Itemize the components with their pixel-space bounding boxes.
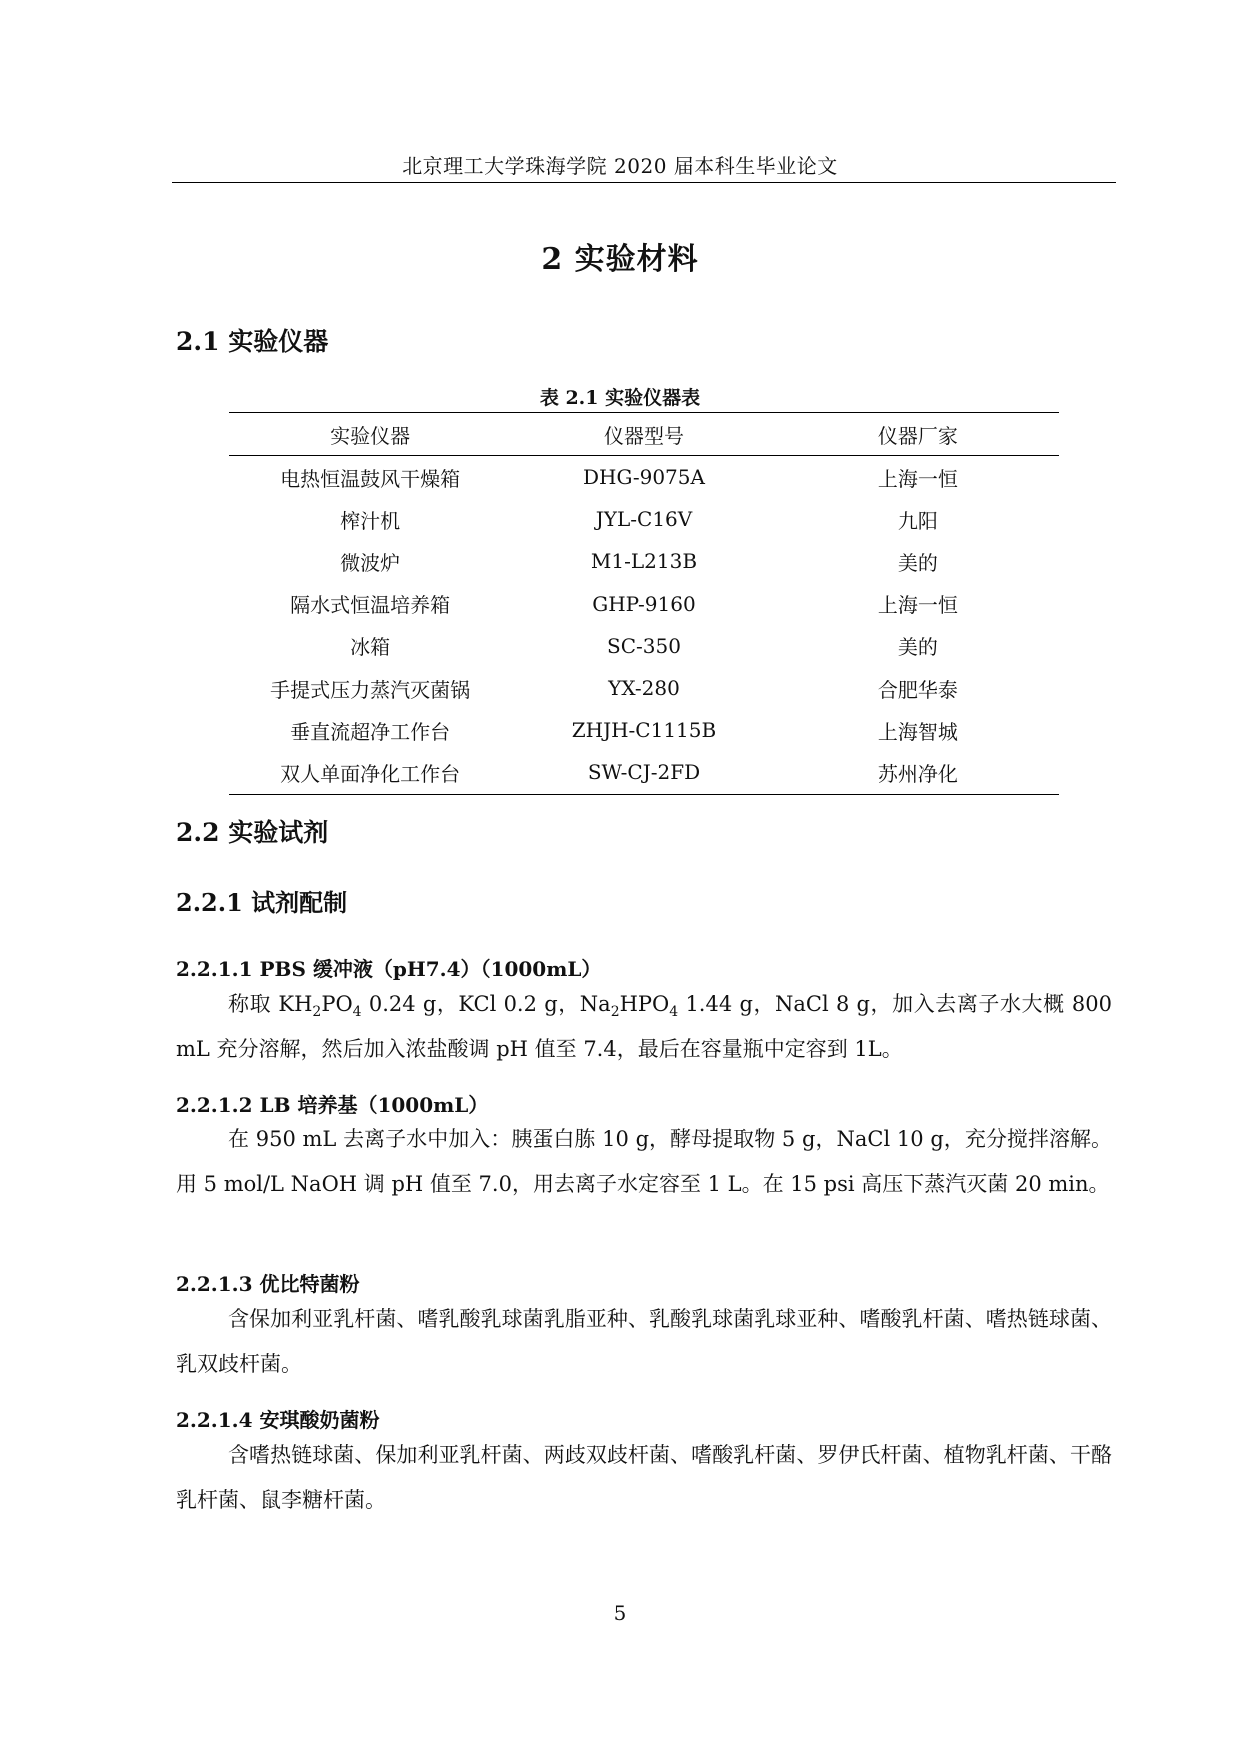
table-row [229, 498, 1059, 540]
running-header: 北京理工大学珠海学院 2020 届本科生毕业论文 [402, 154, 838, 178]
instrument-model: YX-280 [608, 676, 680, 701]
text-fragment: 1.44 g，NaCl 8 g，加入去离子水大概 800 mL 充分溶解，然后加入浓盐酸调 pH 值至 7.4，最后在容量瓶中定容到 1L。 [176, 992, 1112, 1061]
table-row [229, 456, 1059, 499]
paragraph-angel-yogurt-powder: 含嗜热链球菌、保加利亚乳杆菌、两歧双歧杆菌、嗜酸乳杆菌、罗伊氏杆菌、植物乳杆菌、干酪乳杆菌、鼠李糖杆菌。 [176, 1443, 1112, 1512]
text-fragment: 0.24 g，KCl 0.2 g，Na [361, 992, 611, 1016]
table-caption: 表 2.1 实验仪器表 [539, 387, 701, 409]
instrument-manufacturer: 上海一恒 [877, 466, 958, 491]
instrument-model: M1-L213B [590, 549, 698, 574]
heading-youbite-powder: 2.2.1.3 优比特菌粉 [176, 1272, 360, 1296]
paragraph-youbite-powder: 含保加利亚乳杆菌、嗜乳酸乳球菌乳脂亚种、乳酸乳球菌乳球亚种、嗜酸乳杆菌、嗜热链球菌、乳双歧杆菌。 [176, 1307, 1112, 1376]
instrument-model: SC-350 [607, 633, 681, 658]
instrument-name: 冰箱 [350, 635, 391, 660]
instrument-name: 手提式压力蒸汽灭菌锅 [270, 677, 471, 702]
instrument-model: ZHJH-C1115B [571, 718, 717, 743]
chapter-title: 2 实验材料 [541, 242, 699, 277]
table-row [229, 667, 1059, 709]
table-row [229, 751, 1059, 794]
instrument-name: 垂直流超净工作台 [290, 719, 451, 744]
instrument-name: 微波炉 [340, 550, 401, 575]
subscript: 4 [669, 1004, 679, 1021]
instrument-name: 双人单面净化工作台 [229, 751, 511, 794]
text-fragment: 称取 KH [228, 992, 313, 1016]
heading-angel-yogurt-powder: 2.2.1.4 安琪酸奶菌粉 [176, 1408, 380, 1432]
paragraph-pbs-buffer [176, 982, 1112, 1072]
instrument-table [229, 412, 1059, 795]
instrument-model: JYL-C16V [595, 507, 693, 532]
column-header-instrument: 实验仪器 [229, 413, 511, 456]
subscript: 2 [312, 1004, 322, 1021]
text-fragment: PO [321, 992, 353, 1016]
instrument-model: GHP-9160 [592, 591, 696, 616]
text-fragment: HPO [619, 992, 670, 1016]
instrument-manufacturer: 苏州净化 [777, 751, 1059, 794]
subscript: 4 [352, 1004, 362, 1021]
instrument-manufacturer: 美的 [897, 635, 938, 660]
instrument-name: 隔水式恒温培养箱 [290, 593, 451, 618]
table-row [229, 583, 1059, 625]
table-row [229, 709, 1059, 751]
heading-lb-medium: 2.2.1.2 LB 培养基（1000mL） [176, 1093, 489, 1117]
column-header-manufacturer: 仪器厂家 [777, 413, 1059, 456]
heading-pbs-buffer: 2.2.1.1 PBS 缓冲液（pH7.4）（1000mL） [176, 957, 602, 981]
section-heading-2-1: 2.1 实验仪器 [176, 327, 329, 356]
instrument-model: DHG-9075A [583, 465, 705, 490]
instrument-name: 榨汁机 [340, 508, 401, 533]
instrument-manufacturer: 合肥华泰 [877, 677, 958, 702]
header-rule [172, 182, 1116, 183]
column-header-model: 仪器型号 [511, 413, 777, 456]
instrument-manufacturer: 九阳 [897, 508, 938, 533]
instrument-model: SW-CJ-2FD [511, 751, 777, 794]
instrument-manufacturer: 上海智城 [877, 719, 958, 744]
table-header-row [229, 413, 1059, 456]
paragraph-lb-medium: 在 950 mL 去离子水中加入：胰蛋白胨 10 g，酵母提取物 5 g，NaCl 10 g，充分搅拌溶解。用 5 mol/L NaOH 调 pH 值至 7.0，用去离子水定容至 1 L。在 15 psi 高压下蒸汽灭菌 20 min。 [176, 1127, 1112, 1196]
instrument-manufacturer: 美的 [897, 550, 938, 575]
section-heading-2-2-1: 2.2.1 试剂配制 [176, 888, 348, 917]
page-number: 5 [613, 1601, 627, 1625]
instrument-name: 电热恒温鼓风干燥箱 [280, 466, 461, 491]
table-row [229, 540, 1059, 582]
subscript: 2 [610, 1004, 620, 1021]
section-heading-2-2: 2.2 实验试剂 [176, 818, 329, 847]
table-row [229, 625, 1059, 667]
instrument-manufacturer: 上海一恒 [877, 593, 958, 618]
